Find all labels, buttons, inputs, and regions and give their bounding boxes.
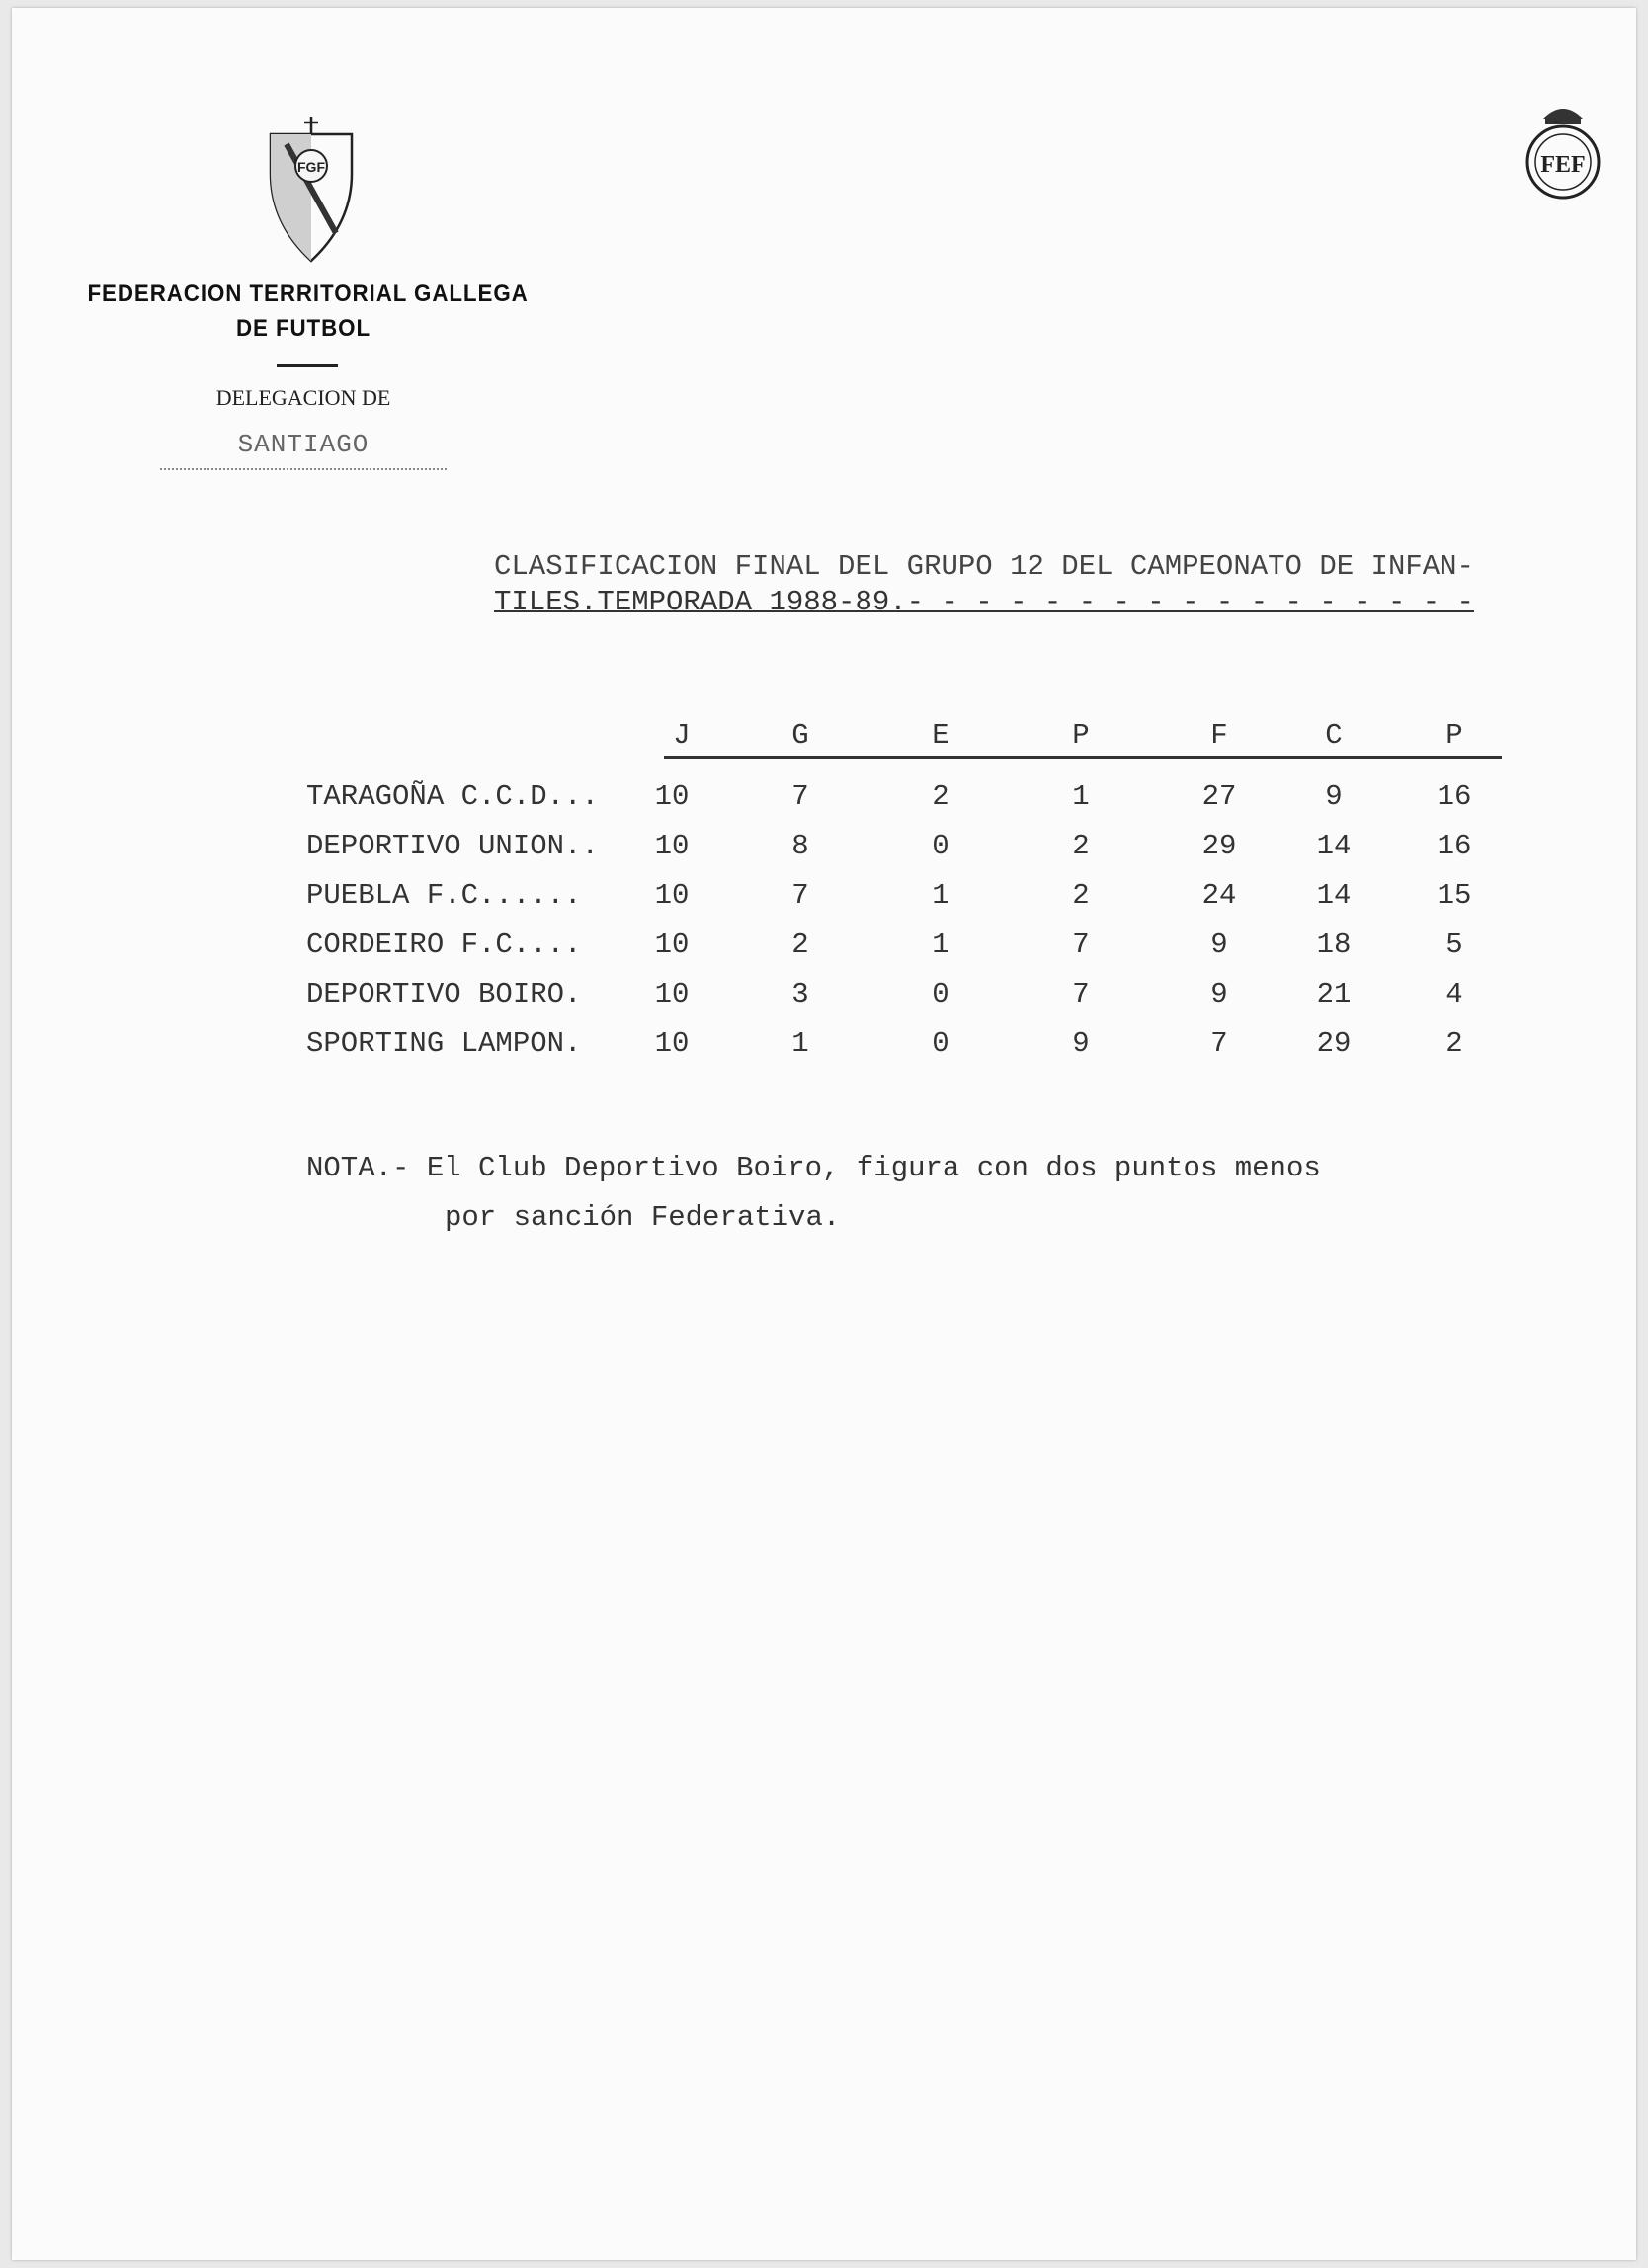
dotted-line [160,468,447,470]
document-title [494,549,1628,620]
won-cell: 7 [791,879,809,912]
goals-for-cell: 9 [1210,929,1228,961]
table-row [12,780,1636,830]
federation-name-line1: FEDERACION TERRITORIAL GALLEGA [87,281,529,307]
drawn-cell: 1 [932,879,949,912]
points-cell: 16 [1437,830,1472,862]
federation-name-line2: DE FUTBOL [235,315,371,342]
svg-text:FGF: FGF [297,159,325,175]
table-row [12,879,1636,929]
delegation-label: DELEGACION DE [215,385,391,410]
lost-cell: 2 [1072,879,1090,912]
played-cell: 10 [654,830,690,862]
won-cell: 1 [791,1027,809,1060]
team-name: DEPORTIVO BOIRO. [306,978,599,1011]
goals-for-cell: 29 [1201,830,1237,862]
column-header-p: P [1072,719,1090,752]
goals-for-cell: 24 [1201,879,1237,912]
letterhead-divider [277,364,338,367]
drawn-cell: 0 [932,1027,949,1060]
title-line2: TILES.TEMPORADA 1988-89.- - - - - - - - - - - - - - - - - [494,586,1474,618]
federation-name [87,277,529,346]
drawn-cell: 1 [932,929,949,961]
goals-for-cell: 9 [1210,978,1228,1011]
table-row [12,1027,1636,1077]
goals-for-cell: 27 [1201,780,1237,813]
delegation-city: SANTIAGO [237,430,370,459]
table-row [12,929,1636,978]
points-cell: 5 [1445,929,1463,961]
lost-cell: 2 [1072,830,1090,862]
goals-against-cell: 14 [1316,879,1352,912]
drawn-cell: 2 [932,780,949,813]
table-row [12,830,1636,879]
document-page [12,8,1636,2260]
lost-cell: 7 [1072,929,1090,961]
won-cell: 8 [791,830,809,862]
goals-against-cell: 9 [1325,780,1343,813]
goals-against-cell: 21 [1316,978,1352,1011]
points-cell: 16 [1437,780,1472,813]
footnote [306,1144,1492,1243]
federation-shield-logo [267,115,356,263]
points-cell: 4 [1445,978,1463,1011]
column-header-pts: P [1445,719,1463,752]
team-name: TARAGOÑA C.C.D... [306,780,599,813]
team-name: DEPORTIVO UNION.. [306,830,599,862]
column-header-f: F [1210,719,1228,752]
team-name: SPORTING LAMPON. [306,1027,599,1060]
lost-cell: 9 [1072,1027,1090,1060]
won-cell: 7 [791,780,809,813]
footnote-line1: NOTA.- El Club Deportivo Boiro, figura con dos puntos menos [306,1152,1321,1184]
column-header-e: E [932,719,949,752]
team-name: CORDEIRO F.C.... [306,929,599,961]
goals-against-cell: 14 [1316,830,1352,862]
played-cell: 10 [654,929,690,961]
lost-cell: 7 [1072,978,1090,1011]
won-cell: 3 [791,978,809,1011]
points-cell: 2 [1445,1027,1463,1060]
played-cell: 10 [654,879,690,912]
played-cell: 10 [654,978,690,1011]
column-header-j: J [673,719,691,752]
points-cell: 15 [1437,879,1472,912]
column-header-c: C [1325,719,1343,752]
team-name: PUEBLA F.C...... [306,879,599,912]
goals-against-cell: 29 [1316,1027,1352,1060]
header-underline [664,756,1502,759]
drawn-cell: 0 [932,830,949,862]
played-cell: 10 [654,780,690,813]
played-cell: 10 [654,1027,690,1060]
won-cell: 2 [791,929,809,961]
drawn-cell: 0 [932,978,949,1011]
title-line1: CLASIFICACION FINAL DEL GRUPO 12 DEL CAMPEONATO DE INFAN- [494,550,1474,583]
goals-for-cell: 7 [1210,1027,1228,1060]
spanish-federation-crest-logo [1522,97,1605,203]
table-row [12,978,1636,1027]
column-header-g: G [791,719,809,752]
footnote-line2: por sanción Federativa. [445,1201,841,1234]
svg-text:FEF: FEF [1540,152,1586,178]
goals-against-cell: 18 [1316,929,1352,961]
lost-cell: 1 [1072,780,1090,813]
